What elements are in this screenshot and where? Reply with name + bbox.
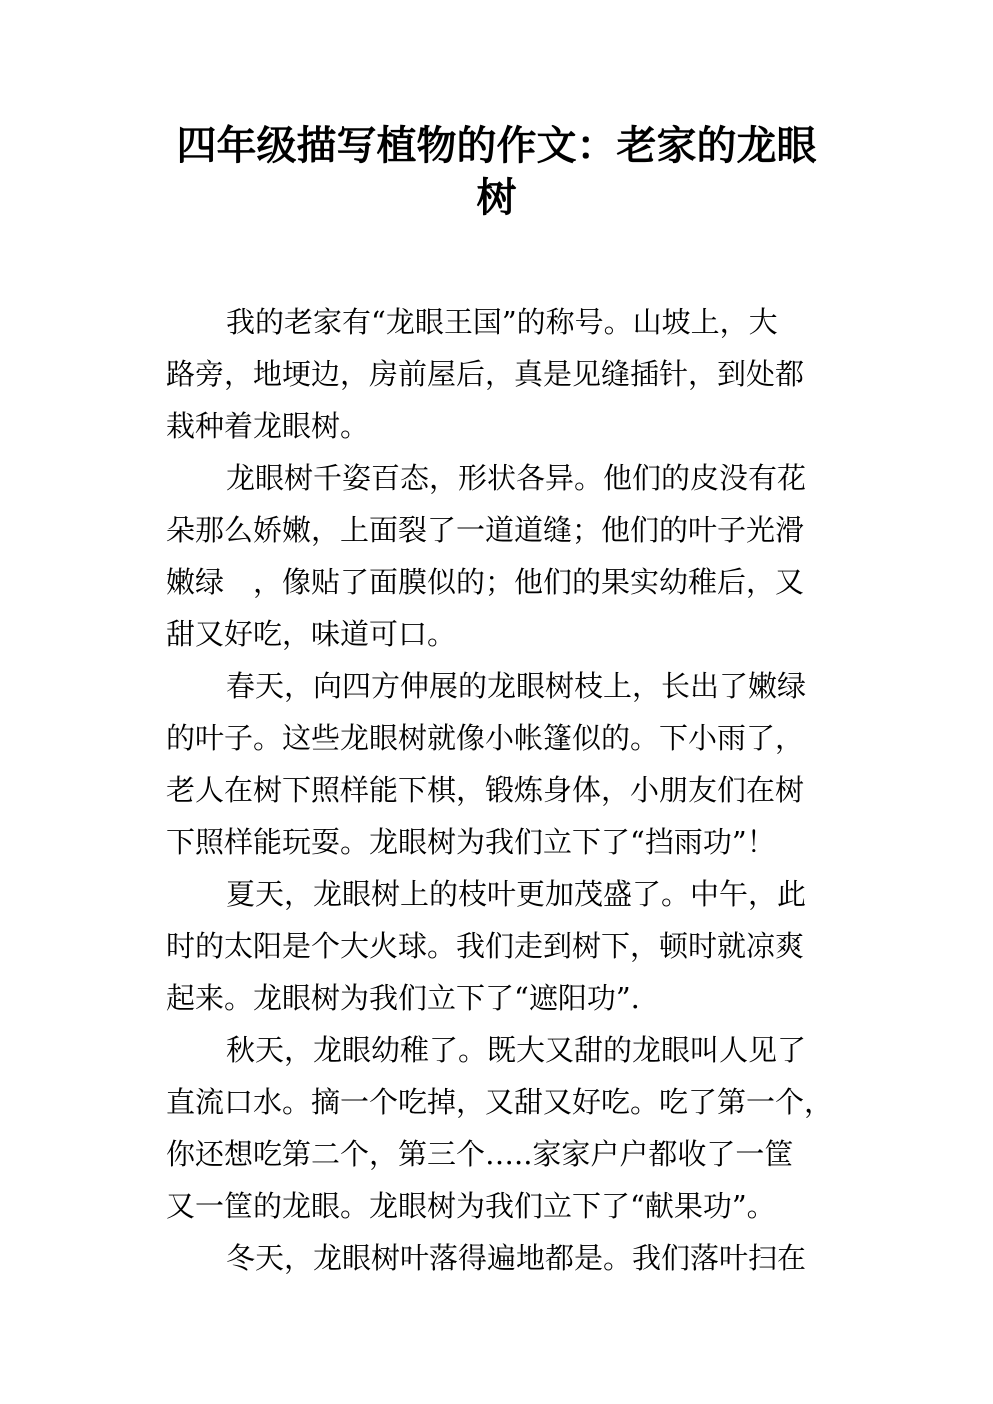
paragraph-line: 起来。龙眼树为我们立下了“遮阳功”.	[166, 981, 640, 1015]
paragraph	[166, 296, 846, 452]
paragraph-line: 冬天，龙眼树叶落得遍地都是。我们落叶扫在	[226, 1241, 807, 1275]
title-line: 树	[476, 174, 517, 221]
paragraph-line: 嫩绿 ，像贴了面膜似的；他们的果实幼稚后，又	[166, 565, 805, 599]
paragraph-line: 夏天，龙眼树上的枝叶更加茂盛了。中午，此	[226, 877, 807, 911]
paragraph-line: 直流口水。摘一个吃掉，又甜又好吃。吃了第一个，	[166, 1085, 834, 1119]
paragraph-line: 的叶子。这些龙眼树就像小帐篷似的。下小雨了，	[166, 721, 805, 755]
paragraph-line: 我的老家有“龙眼王国”的称号。山坡上，大	[226, 305, 778, 339]
paragraph-line: 又一筐的龙眼。龙眼树为我们立下了“献果功”。	[166, 1189, 776, 1223]
paragraph-line: 春天，向四方伸展的龙眼树枝上，长出了嫩绿	[226, 669, 807, 703]
paragraph	[166, 1024, 846, 1232]
paragraph	[166, 660, 846, 868]
paragraph-line: 秋天，龙眼幼稚了。既大又甜的龙眼叫人见了	[226, 1033, 807, 1067]
paragraph	[166, 868, 846, 1024]
paragraph-line: 朵那么娇嫩，上面裂了一道道缝；他们的叶子光滑	[166, 513, 805, 547]
paragraph-line: 时的太阳是个大火球。我们走到树下，顿时就凉爽	[166, 929, 805, 963]
paragraph-line: 老人在树下照样能下棋，锻炼身体，小朋友们在树	[166, 773, 805, 807]
paragraph-line: 龙眼树千姿百态，形状各异。他们的皮没有花	[226, 461, 807, 495]
document-title	[0, 120, 993, 224]
document-body	[166, 296, 846, 1284]
paragraph	[166, 452, 846, 660]
paragraph	[166, 1232, 846, 1284]
paragraph-line: 下照样能玩耍。龙眼树为我们立下了“挡雨功”！	[166, 825, 776, 859]
paragraph-line: 甜又好吃，味道可口。	[166, 617, 457, 651]
title-line: 四年级描写植物的作文：老家的龙眼	[176, 122, 817, 169]
paragraph-line: 你还想吃第二个，第三个…..家家户户都收了一筐	[166, 1137, 794, 1171]
paragraph-line: 栽种着龙眼树。	[166, 409, 370, 443]
paragraph-line: 路旁，地埂边，房前屋后，真是见缝插针，到处都	[166, 357, 805, 391]
